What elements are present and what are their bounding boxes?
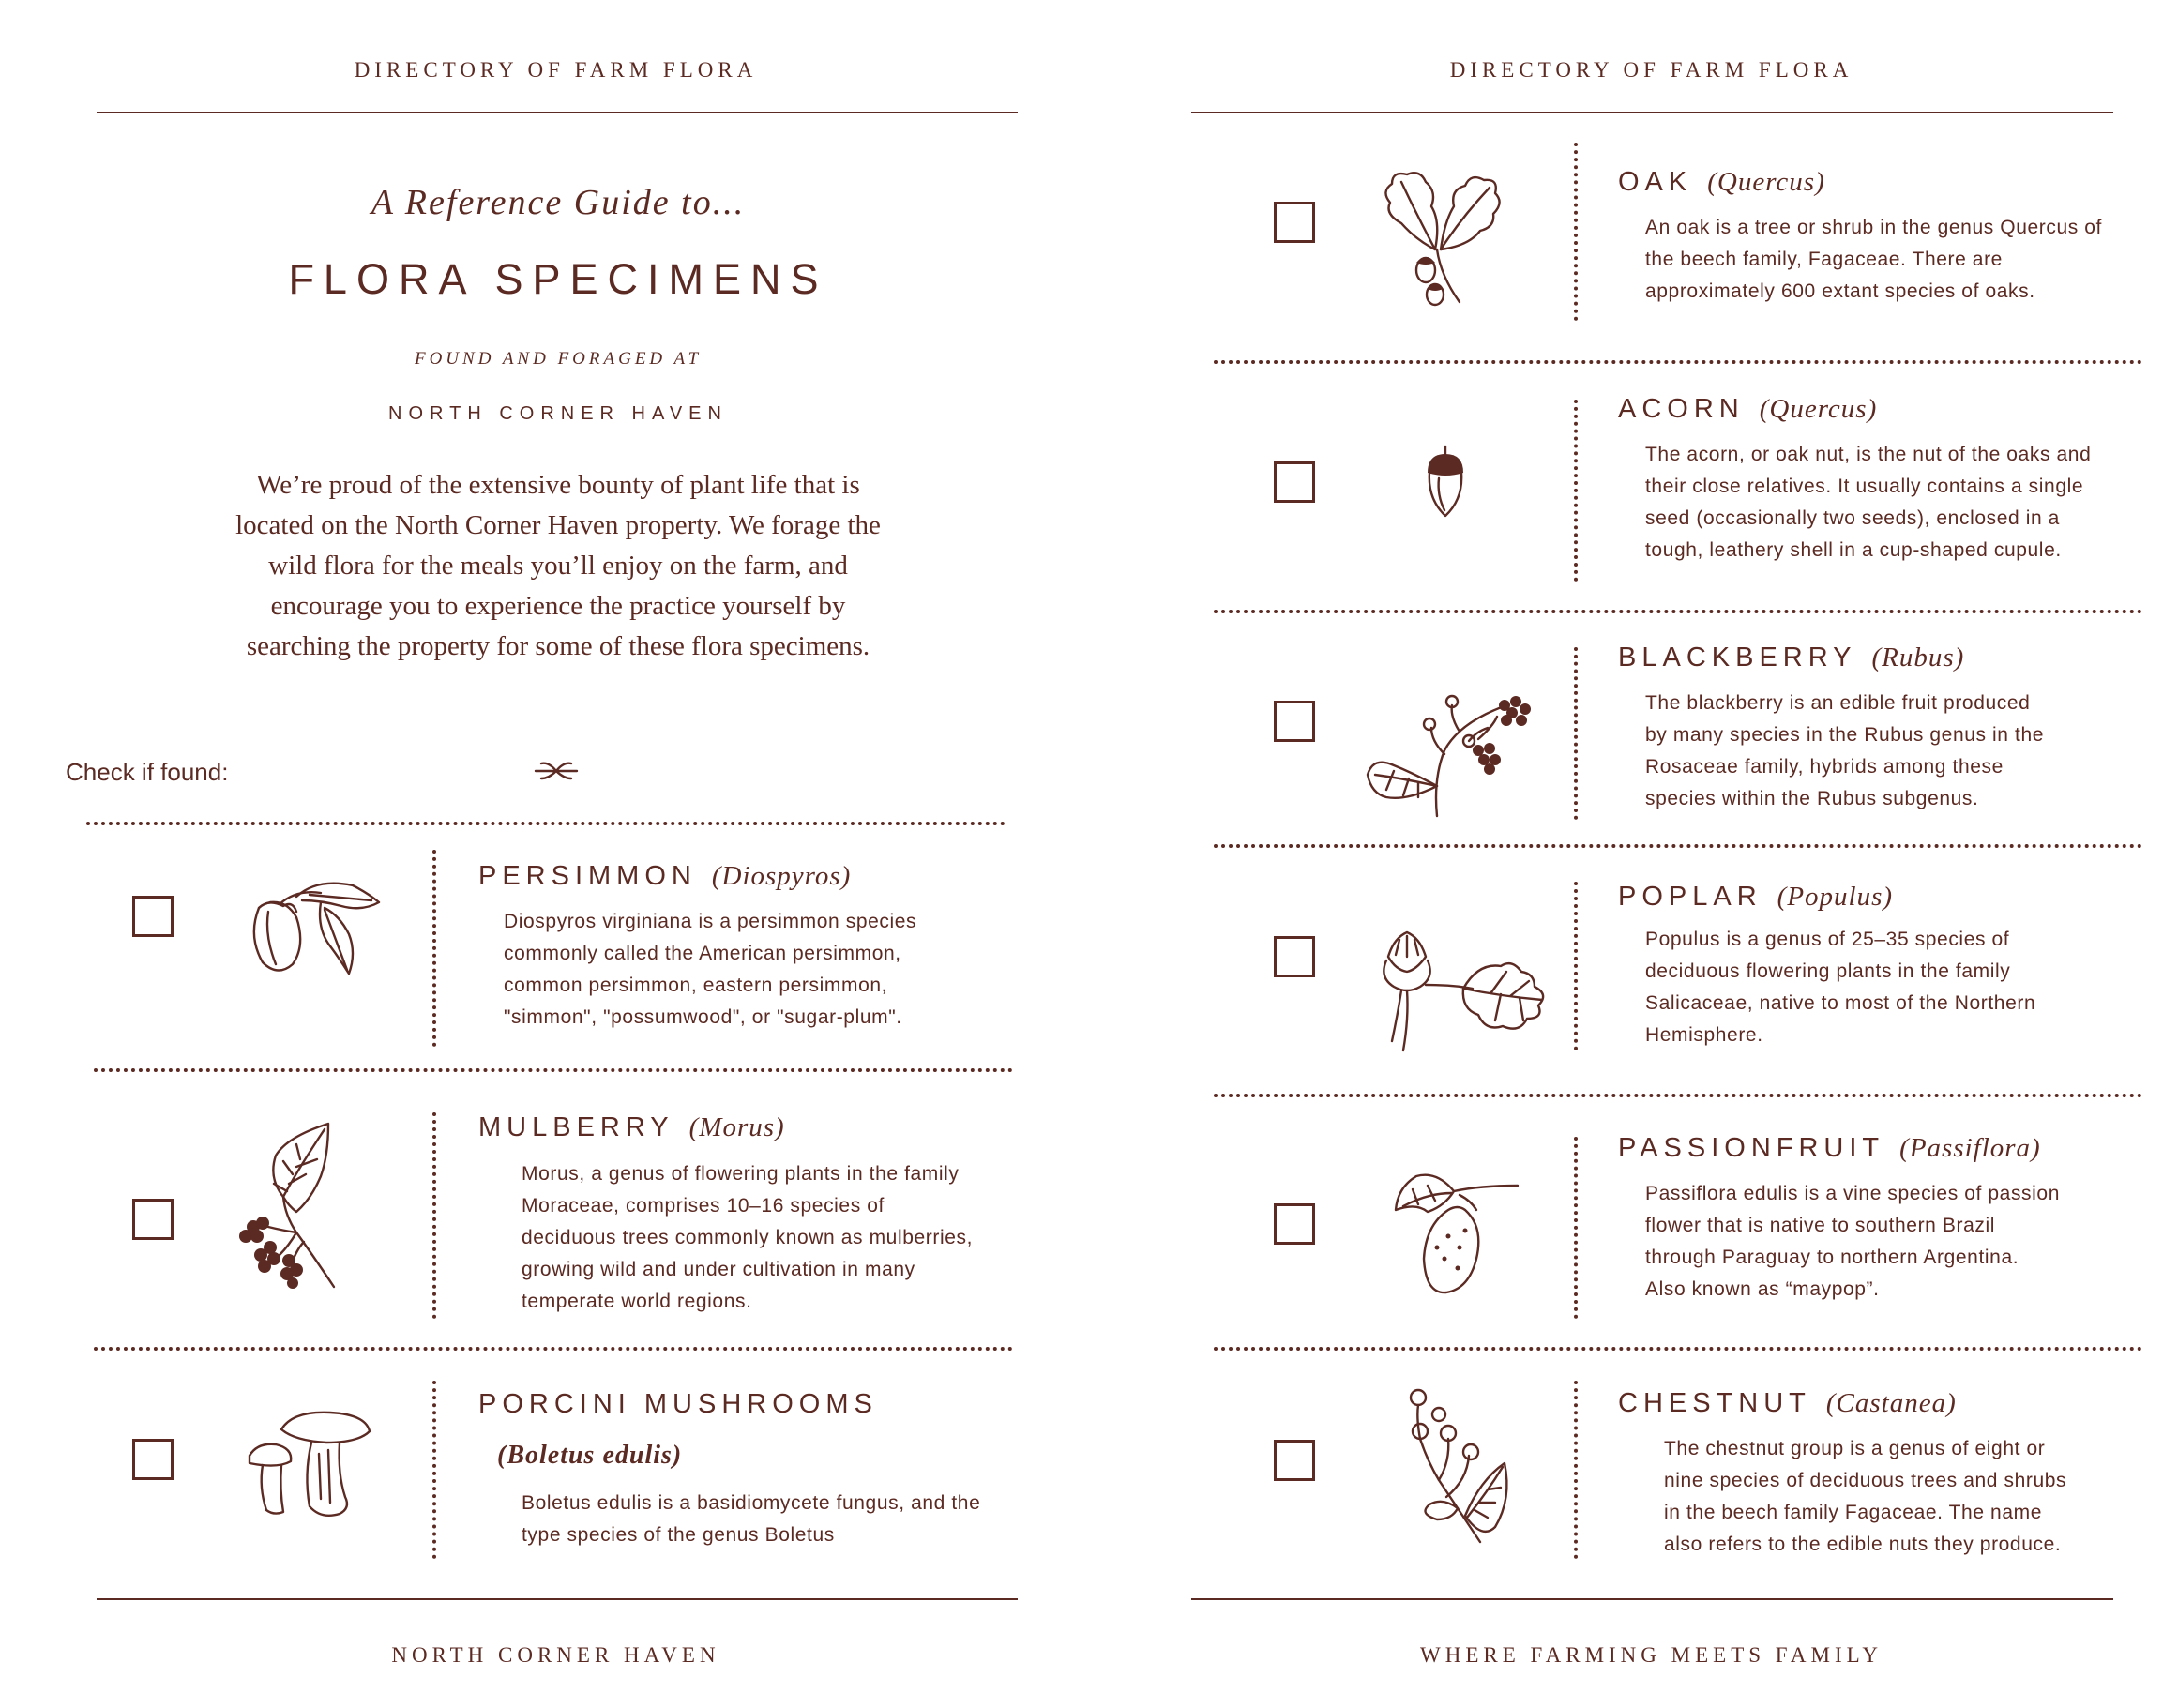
entry-name: BLACKBERRY (1618, 642, 1857, 673)
divider-vertical (1574, 400, 1578, 582)
entry-latin-name: (Populus) (1777, 882, 1894, 912)
entry-title-persimmon (478, 861, 851, 892)
blackberry-icon (1366, 685, 1540, 818)
entry-title-oak (1618, 167, 1825, 198)
divider (1214, 844, 2142, 848)
entry-title-chestnut (1618, 1388, 1957, 1419)
entry-name: MULBERRY (478, 1112, 674, 1142)
running-header-left: DIRECTORY OF FARM FLORA (354, 58, 758, 82)
check-if-found-label: Check if found: (66, 758, 229, 786)
running-header-right: DIRECTORY OF FARM FLORA (1449, 58, 1853, 82)
intro-place-name: NORTH CORNER HAVEN (388, 403, 728, 424)
divider-vertical (432, 850, 436, 1047)
persimmon-icon (231, 880, 381, 981)
divider (94, 1347, 1013, 1351)
entry-description-persimmon: Diospyros virginiana is a persimmon species commonly called the American persimmon, common persimmon, eastern persimmon, "simmon", "possumwood", or "sugar-plum". (504, 911, 917, 1028)
acorn-icon (1422, 445, 1469, 520)
entry-name: POPLAR (1618, 882, 1762, 912)
entry-title-poplar (1618, 882, 1893, 913)
entry-title-blackberry (1618, 642, 1964, 673)
poplar-icon (1369, 929, 1551, 1056)
mulberry-icon (231, 1122, 353, 1291)
header-rule-left (97, 112, 1018, 113)
chestnut-icon (1401, 1386, 1533, 1544)
running-footer-right: WHERE FARMING MEETS FAMILY (1420, 1643, 1883, 1667)
divider (1214, 610, 2142, 613)
entry-latin-name: (Morus) (688, 1112, 785, 1142)
intro-subtitle: FOUND AND FORAGED AT (414, 349, 703, 369)
entry-description-blackberry: The blackberry is an edible fruit produced by many species in the Rubus genus in the Rosaceae family, hybrids among these species within the Rubus subgenus. (1645, 692, 2045, 809)
header-rule-right (1191, 112, 2113, 113)
divider-vertical (1574, 143, 1578, 321)
intro-script-heading: A Reference Guide to... (371, 183, 746, 222)
entry-description-acorn: The acorn, or oak nut, is the nut of the oaks and their close relatives. It usually contains a single seed (occasionally two seeds), enclosed in a tough, leathery shell in a cup-shaped cupule. (1645, 444, 2092, 561)
divider (94, 1068, 1013, 1072)
entry-name-porcini: PORCINI MUSHROOMS (478, 1389, 878, 1419)
footer-rule-left (97, 1598, 1018, 1600)
entry-description-oak: An oak is a tree or shrub in the genus Quercus of the beech family, Fagaceae. There are approximately 600 extant species of oaks. (1645, 217, 2102, 302)
entry-title-acorn (1618, 394, 1877, 425)
entry-description-passionfruit: Passiflora edulis is a vine species of passion flower that is native to southern Brazil through Paraguay to northern Argentina. Also known as “maypop”. (1645, 1183, 2060, 1300)
entry-latin-name: (Quercus) (1759, 394, 1878, 424)
entry-latin-name: (Diospyros) (711, 861, 852, 891)
mushroom-icon (246, 1409, 373, 1521)
entry-latin-name: (Quercus) (1707, 167, 1825, 197)
found-checkbox-mulberry[interactable] (132, 1199, 174, 1240)
entry-name: CHESTNUT (1618, 1388, 1811, 1418)
oak-leaf-icon (1379, 165, 1506, 308)
entry-latin-name: (Castanea) (1825, 1388, 1957, 1418)
entry-latin-name: (Rubus) (1871, 642, 1965, 673)
footer-rule-right (1191, 1598, 2113, 1600)
divider (1214, 360, 2142, 364)
entry-latin-name: (Passiflora) (1899, 1133, 2041, 1163)
found-checkbox-poplar[interactable] (1274, 936, 1315, 977)
entry-latin-name-porcini: (Boletus edulis) (497, 1441, 683, 1470)
divider-vertical (1574, 882, 1578, 1050)
entry-description-poplar: Populus is a genus of 25–35 species of deciduous flowering plants in the family Salicaceae, native to most of the Northern Hemisphere. (1645, 929, 2036, 1046)
entry-name: ACORN (1618, 394, 1745, 424)
entry-name: PERSIMMON (478, 861, 697, 891)
divider (1214, 1094, 2142, 1097)
running-footer-left: NORTH CORNER HAVEN (391, 1643, 720, 1667)
entry-description-chestnut: The chestnut group is a genus of eight or nine species of deciduous trees and shrubs in the beech family Fagaceae. The name also refers to the edible nuts they produce. (1664, 1438, 2067, 1555)
divider (1214, 1347, 2142, 1351)
found-checkbox-passionfruit[interactable] (1274, 1203, 1315, 1245)
entry-description-porcini: Boletus edulis is a basidiomycete fungus, and the type species of the genus Boletus (522, 1492, 981, 1546)
entry-description-mulberry: Morus, a genus of flowering plants in the family Moraceae, comprises 10–16 species of deciduous trees commonly known as mulberries, growing wild and under cultivation in many temperate world regions. (522, 1163, 974, 1312)
divider (86, 822, 1006, 825)
found-checkbox-oak[interactable] (1274, 202, 1315, 243)
passionfruit-icon (1390, 1169, 1521, 1300)
found-checkbox-persimmon[interactable] (132, 896, 174, 937)
divider-vertical (432, 1112, 436, 1319)
sprig-ornament-icon (532, 758, 581, 784)
found-checkbox-porcini[interactable] (132, 1439, 174, 1480)
found-checkbox-chestnut[interactable] (1274, 1440, 1315, 1481)
entry-name: OAK (1618, 167, 1693, 197)
entry-title-passionfruit (1618, 1133, 2041, 1164)
divider-vertical (432, 1381, 436, 1559)
found-checkbox-acorn[interactable] (1274, 461, 1315, 503)
divider-vertical (1574, 647, 1578, 820)
found-checkbox-blackberry[interactable] (1274, 701, 1315, 742)
page-title: FLORA SPECIMENS (288, 255, 828, 303)
divider-vertical (1574, 1137, 1578, 1319)
entry-name: PASSIONFRUIT (1618, 1133, 1885, 1163)
intro-paragraph: We’re proud of the extensive bounty of plant life that is located on the North Corner Haven property. We forage the wild flora for the meals you’ll enjoy on the farm, and encourage you to experience the practice yourself by searching the property for some of these flora specimens. (235, 470, 881, 661)
entry-title-mulberry (478, 1112, 785, 1143)
divider-vertical (1574, 1381, 1578, 1559)
